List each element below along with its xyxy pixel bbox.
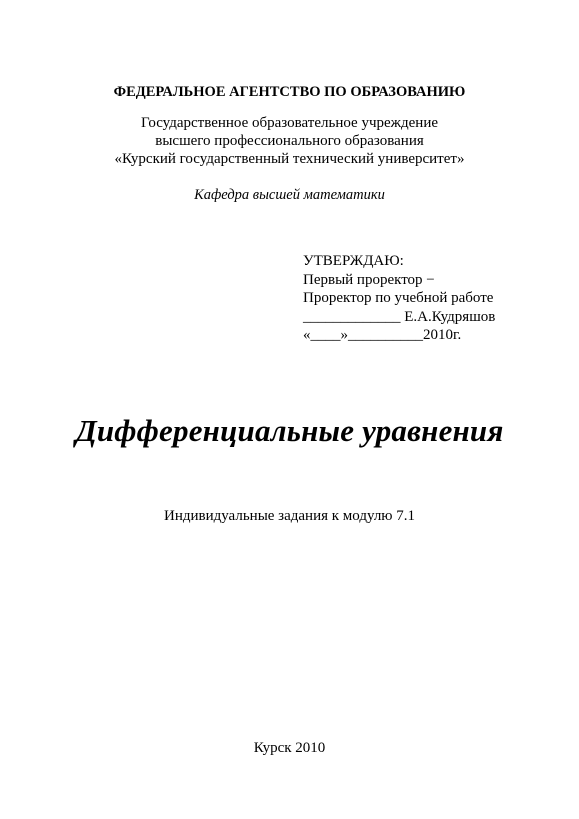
approval-line-1: Первый проректор − xyxy=(303,271,435,288)
approval-date: «____»__________2010г. xyxy=(303,327,462,343)
document-subtitle: Индивидуальные задания к модулю 7.1 xyxy=(163,508,416,524)
department-name: Кафедра высшей математики xyxy=(194,187,385,203)
institution-line-3: «Курский государственный технический университет» xyxy=(114,151,465,167)
approval-line-2: Проректор по учебной работе xyxy=(303,290,494,306)
approval-block xyxy=(303,252,495,345)
institution-line-1: Государственное образовательное учреждение xyxy=(140,115,439,131)
approval-heading: УТВЕРЖДАЮ: xyxy=(303,253,404,269)
institution-line-2: высшего профессионального образования xyxy=(155,133,424,149)
place-year: Курск 2010 xyxy=(253,740,326,756)
approval-signature: _____________ Е.А.Кудряшов xyxy=(303,308,496,325)
document-title: Дифференциальные уравнения xyxy=(75,413,504,448)
agency-name: ФЕДЕРАЛЬНОЕ АГЕНТСТВО ПО ОБРАЗОВАНИЮ xyxy=(113,84,466,100)
